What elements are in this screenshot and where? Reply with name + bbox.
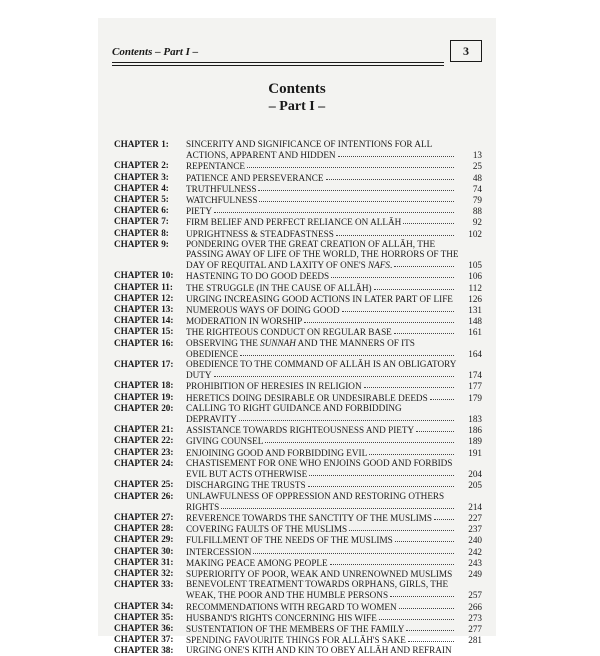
- chapter-title-line: URGING INCREASING GOOD ACTIONS IN LATER PART OF LIFE: [186, 293, 453, 304]
- leader-dots: [214, 204, 454, 213]
- page-ref: 174: [468, 370, 482, 381]
- page-ref: 266: [468, 601, 482, 612]
- toc-entry: [114, 447, 482, 458]
- chapter-title-line: COVERING FAULTS OF THE MUSLIMS: [186, 524, 348, 535]
- leader-dots: [330, 556, 454, 565]
- page-ref: 273: [468, 612, 482, 623]
- chapter-title-line: ASSISTANCE TOWARDS RIGHTEOUSNESS AND PIETY: [186, 425, 415, 436]
- leader-dots: [379, 611, 454, 620]
- chapter-title-line: DEPRAVITY: [186, 414, 237, 425]
- leader-dots: [416, 423, 454, 432]
- chapter-label: CHAPTER 16:: [114, 337, 174, 348]
- chapter-title-line: UNLAWFULNESS OF OPPRESSION AND RESTORING OTHERS: [186, 490, 445, 501]
- chapter-label: CHAPTER 26:: [114, 490, 174, 501]
- chapter-title-line: UPRIGHTNESS & STEADFASTNESS: [186, 228, 334, 239]
- chapter-label: CHAPTER 9:: [114, 238, 169, 249]
- chapter-label: CHAPTER 8:: [114, 227, 169, 238]
- leader-dots: [253, 545, 454, 554]
- book-page: [98, 18, 496, 656]
- page-ref: 92: [472, 217, 482, 228]
- page-ref: 177: [468, 381, 482, 392]
- leader-dots: [214, 368, 454, 377]
- chapter-title-line: PATIENCE AND PERSEVERANCE: [186, 172, 324, 183]
- leader-dots: [240, 347, 454, 356]
- toc-entry: [114, 645, 482, 655]
- chapter-title-line: RIGHTS: [186, 501, 220, 512]
- chapter-label: CHAPTER 6:: [114, 205, 169, 216]
- chapter-title-line: TRUTHFULNESS: [186, 183, 257, 194]
- page-ref: 183: [468, 414, 482, 425]
- page-ref: 191: [468, 447, 482, 458]
- chapter-label: CHAPTER 27:: [114, 511, 174, 522]
- chapter-title-line: SUSTENTATION OF THE MEMBERS OF THE FAMILY: [186, 623, 405, 634]
- chapter-label: CHAPTER 1:: [114, 139, 169, 149]
- toc-entry: [114, 557, 482, 568]
- chapter-title-line: NUMEROUS WAYS OF DOING GOOD: [186, 305, 340, 316]
- page-ref: 48: [472, 172, 482, 183]
- chapter-label: CHAPTER 34:: [114, 600, 174, 611]
- toc-entry: [114, 579, 482, 600]
- chapter-title-line: PIETY: [186, 206, 213, 217]
- toc-entry: [114, 403, 482, 424]
- chapter-label: CHAPTER 32:: [114, 567, 174, 578]
- page-ref: 102: [468, 228, 482, 239]
- chapter-label: CHAPTER 4:: [114, 182, 169, 193]
- leader-dots: [336, 227, 454, 236]
- leader-dots: [221, 500, 454, 509]
- page-ref: 214: [468, 501, 482, 512]
- chapter-title-line: DAY OF REQUITAL AND LAXITY OF ONE'S NAFS.: [186, 260, 393, 271]
- chapter-title-line: URGING ONE'S KITH AND KIN TO OBEY ALLĀH AND REFRAIN: [186, 645, 452, 656]
- page-ref: 243: [468, 557, 482, 568]
- leader-dots: [308, 478, 454, 487]
- chapter-title-line: ACTIONS, APPARENT AND HIDDEN: [186, 150, 336, 161]
- leader-dots: [395, 533, 454, 542]
- chapter-title-line: PASSING AWAY OF LIFE OF THE WORLD, THE HORRORS OF THE: [186, 249, 459, 260]
- leader-dots: [349, 522, 454, 531]
- toc-entry: [114, 458, 482, 479]
- chapter-label: CHAPTER 33:: [114, 579, 174, 590]
- chapter-label: CHAPTER 35:: [114, 611, 174, 622]
- chapter-label: CHAPTER 18:: [114, 380, 174, 391]
- page-ref: 204: [468, 469, 482, 480]
- leader-dots: [338, 148, 454, 157]
- chapter-title-line: THE RIGHTEOUS CONDUCT ON REGULAR BASE: [186, 327, 392, 338]
- leader-dots: [430, 391, 454, 400]
- leader-dots: [342, 303, 454, 312]
- chapter-label: CHAPTER 20:: [114, 402, 174, 413]
- leader-dots: [369, 446, 454, 455]
- leader-dots: [406, 622, 454, 631]
- contents-heading: [98, 80, 496, 116]
- chapter-label: CHAPTER 17:: [114, 359, 174, 370]
- leader-dots: [390, 588, 454, 597]
- chapter-title-line: MODERATION IN WORSHIP: [186, 316, 303, 327]
- page-ref: 13: [472, 150, 482, 161]
- chapter-label: CHAPTER 30:: [114, 545, 174, 556]
- page-ref: 105: [468, 260, 482, 271]
- leader-dots: [403, 215, 454, 224]
- toc-entry: [114, 491, 482, 512]
- toc-entry: [114, 359, 482, 380]
- page-ref: 186: [468, 425, 482, 436]
- page-ref: 148: [468, 316, 482, 327]
- page-ref: 227: [468, 512, 482, 523]
- toc-entry: [114, 568, 482, 579]
- leader-dots: [374, 281, 454, 290]
- chapter-label: CHAPTER 25:: [114, 479, 174, 490]
- chapter-title-line: SINCERITY AND SIGNIFICANCE OF INTENTIONS FOR ALL: [186, 139, 433, 149]
- chapter-label: CHAPTER 19:: [114, 391, 174, 402]
- page-ref: 112: [468, 282, 482, 293]
- chapter-title-line: REPENTANCE: [186, 161, 245, 172]
- toc-entry: [114, 228, 482, 239]
- chapter-title-line: HASTENING TO DO GOOD DEEDS: [186, 271, 330, 282]
- chapter-title-line: PONDERING OVER THE GREAT CREATION OF ALLĀH, THE: [186, 238, 436, 249]
- page-ref: 179: [468, 392, 482, 403]
- leader-dots: [239, 412, 454, 421]
- leader-dots: [399, 600, 454, 609]
- chapter-title-line: ENJOINING GOOD AND FORBIDDING EVIL: [186, 447, 368, 458]
- page-ref: 25: [472, 161, 482, 172]
- page-ref: 161: [468, 327, 482, 338]
- chapter-title-line: HUSBAND'S RIGHTS CONCERNING HIS WIFE: [186, 612, 377, 623]
- toc-entry: [114, 326, 482, 337]
- leader-dots: [247, 159, 454, 168]
- leader-dots: [364, 379, 454, 388]
- page-ref: 277: [468, 623, 482, 634]
- page-ref: 74: [472, 183, 482, 194]
- chapter-title-line: BENEVOLENT TREATMENT TOWARDS ORPHANS, GIRLS, THE: [186, 579, 449, 590]
- chapter-label: CHAPTER 31:: [114, 556, 174, 567]
- chapter-title-line: CALLING TO RIGHT GUIDANCE AND FORBIDDING: [186, 402, 402, 413]
- chapter-title-line: DISCHARGING THE TRUSTS: [186, 480, 306, 491]
- chapter-title-line: OBEDIENCE TO THE COMMAND OF ALLĀH IS AN OBLIGATORY: [186, 359, 457, 370]
- leader-dots: [331, 269, 454, 278]
- leader-dots: [326, 171, 455, 180]
- chapter-title-line: MAKING PEACE AMONG PEOPLE: [186, 557, 328, 568]
- chapter-label: CHAPTER 2:: [114, 160, 169, 171]
- chapter-label: CHAPTER 7:: [114, 216, 169, 227]
- chapter-label: CHAPTER 15:: [114, 326, 174, 337]
- page-ref: 281: [468, 635, 482, 646]
- chapter-label: CHAPTER 5:: [114, 194, 169, 205]
- chapter-label: CHAPTER 24:: [114, 457, 174, 468]
- toc-entry: [114, 634, 482, 645]
- chapter-label: CHAPTER 28:: [114, 523, 174, 534]
- leader-dots: [259, 193, 454, 202]
- chapter-label: CHAPTER 21:: [114, 424, 174, 435]
- toc-entry: [114, 392, 482, 403]
- chapter-label: CHAPTER 10:: [114, 270, 174, 281]
- chapter-title-line: FULFILLMENT OF THE NEEDS OF THE MUSLIMS: [186, 535, 393, 546]
- page-ref: 126: [468, 293, 482, 304]
- toc-entry: [114, 479, 482, 490]
- page-subtitle: – Part I –: [268, 99, 326, 114]
- chapter-title-line: RECOMMENDATIONS WITH REGARD TO WOMEN: [186, 601, 397, 612]
- leader-dots: [258, 182, 454, 191]
- header-rule-thin: [112, 65, 444, 66]
- chapter-label: CHAPTER 38:: [114, 645, 174, 656]
- toc-entry: [114, 338, 482, 359]
- chapter-label: CHAPTER 37:: [114, 634, 174, 645]
- leader-dots: [265, 434, 454, 443]
- toc-entry: [114, 282, 482, 293]
- page-ref: 242: [468, 546, 482, 557]
- chapter-label: CHAPTER 22:: [114, 435, 174, 446]
- page-ref: 79: [472, 195, 482, 206]
- chapter-title-line: INTERCESSION: [186, 546, 252, 557]
- page-ref: 88: [472, 206, 482, 217]
- chapter-label: CHAPTER 11:: [114, 281, 173, 292]
- page-ref: 189: [468, 436, 482, 447]
- chapter-title-line: OBSERVING THE SUNNAH AND THE MANNERS OF ITS: [186, 337, 415, 348]
- page-number: 3: [450, 40, 482, 62]
- header-rule: [112, 62, 444, 63]
- chapter-label: CHAPTER 14:: [114, 315, 174, 326]
- page-ref: 257: [468, 590, 482, 601]
- chapter-label: CHAPTER 12:: [114, 292, 174, 303]
- chapter-title-line: SPENDING FAVOURITE THINGS FOR ALLĀH'S SAKE: [186, 635, 406, 646]
- leader-dots: [408, 633, 454, 642]
- chapter-title-line: SUPERIORITY OF POOR, WEAK AND UNRENOWNED MUSLIMS: [186, 568, 453, 579]
- chapter-title-line: CHASTISEMENT FOR ONE WHO ENJOINS GOOD AND FORBIDS: [186, 457, 453, 468]
- chapter-label: CHAPTER 36:: [114, 622, 174, 633]
- page-ref: 237: [468, 524, 482, 535]
- chapter-title-line: GIVING COUNSEL: [186, 436, 264, 447]
- chapter-title-line: THE STRUGGLE (IN THE CAUSE OF ALLĀH): [186, 282, 372, 293]
- toc-entry: [114, 380, 482, 391]
- leader-dots: [394, 325, 454, 334]
- chapter-label: CHAPTER 23:: [114, 446, 174, 457]
- chapter-title-line: WEAK, THE POOR AND THE HUMBLE PERSONS: [186, 590, 389, 601]
- chapter-title-line: EVIL BUT ACTS OTHERWISE: [186, 469, 308, 480]
- leader-dots: [434, 511, 454, 520]
- table-of-contents: [114, 139, 482, 656]
- toc-entry: [114, 239, 482, 271]
- chapter-label: CHAPTER 29:: [114, 534, 174, 545]
- toc-entry: [114, 139, 482, 160]
- leader-dots: [394, 258, 454, 267]
- leader-dots: [304, 314, 454, 323]
- page-ref: 164: [468, 348, 482, 359]
- page-ref: 106: [468, 271, 482, 282]
- page-ref: 205: [468, 480, 482, 491]
- chapter-label: CHAPTER 13:: [114, 304, 174, 315]
- running-title: Contents – Part I –: [112, 46, 199, 58]
- chapter-label: CHAPTER 3:: [114, 171, 169, 182]
- chapter-title-line: WATCHFULNESS: [186, 195, 258, 206]
- chapter-title-line: OBEDIENCE: [186, 348, 239, 359]
- page-ref: 249: [468, 568, 482, 579]
- page-header: [112, 40, 482, 64]
- chapter-title-line: HERETICS DOING DESIRABLE OR UNDESIRABLE DEEDS: [186, 392, 428, 403]
- page-ref: 131: [468, 305, 482, 316]
- chapter-title-line: DUTY: [186, 370, 212, 381]
- page-ref: 240: [468, 535, 482, 546]
- leader-dots: [309, 467, 454, 476]
- chapter-title-line: PROHIBITION OF HERESIES IN RELIGION: [186, 381, 362, 392]
- page-title: Contents: [268, 81, 326, 97]
- chapter-title-line: FIRM BELIEF AND PERFECT RELIANCE ON ALLĀH: [186, 217, 402, 228]
- chapter-title-line: REVERENCE TOWARDS THE SANCTITY OF THE MUSLIMS: [186, 512, 433, 523]
